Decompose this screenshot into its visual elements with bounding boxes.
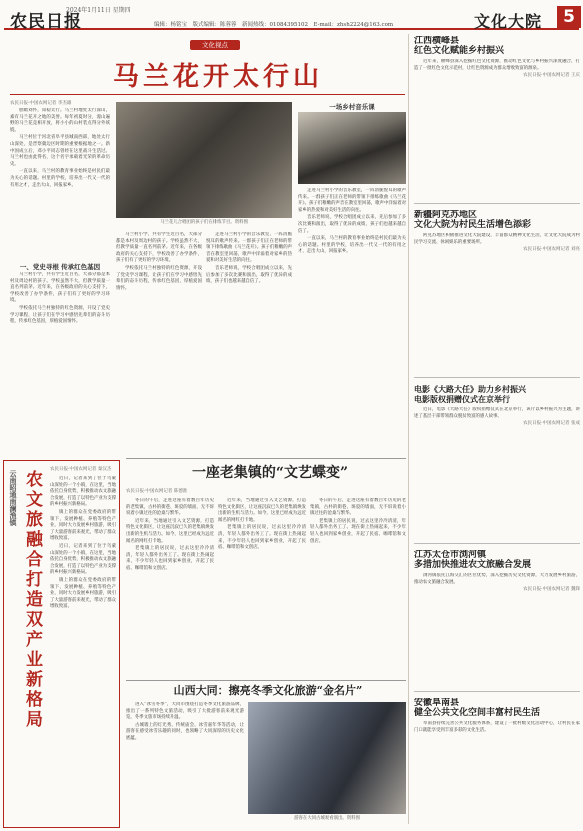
right-article-body: [414, 721, 580, 807]
top-body-left: [10, 108, 110, 258]
paragraph: 近日，电影《大路大任》版权捐赠仪式在北京举行，该片以乡村振兴为主题，讲述了基层干部带领群众脱贫致富的感人故事。: [414, 407, 580, 419]
top-body-right: [298, 188, 406, 452]
side-body: [50, 476, 116, 824]
right-article: [414, 550, 580, 692]
right-article-headline: 安徽阜南县 健全公共文化空间丰富村民生活: [414, 698, 541, 718]
mid-body-1: [126, 498, 214, 676]
bottom-headline: 山西大同：擦亮冬季文化旅游“金名片”: [173, 684, 363, 697]
top-body-center-2: [206, 232, 292, 452]
right-article-headline: 新疆阿克苏地区 文化大院为村民生活增色添彩: [414, 210, 532, 230]
right-article-body: [414, 59, 580, 189]
column-divider: [408, 34, 409, 824]
right-article-body: [414, 407, 580, 527]
page-credits: 编辑：杨铭宝 版式编辑：陈蓉蓉 新闻热线：01084395102 E-mail：zhsh2224@163.com: [154, 22, 394, 28]
paragraph: 学校依托马兰村独特的红色资源，开设了党史学习课程，让孩子们在学习中感悟先辈们的奋斗历程，传承红色基因，厚植爱国情怀。: [116, 265, 202, 291]
right-article-byline: 农民日报·中国农网记者 王庆: [523, 73, 580, 79]
paragraph: 一直以来，马兰村的教育事业始终是村民们最为关心的话题。村里的学校，培养出一代又一代的有用之才，走出大山，回报家乡。: [298, 236, 406, 255]
newspaper-logo: 农民日报: [10, 12, 82, 32]
sub-headline: 一、党史寻根 传承红色基因: [19, 263, 101, 271]
top-body-center: [116, 232, 202, 452]
right-article-body: [414, 233, 580, 363]
section-rule: [126, 680, 406, 681]
top-body-left-2: [10, 272, 110, 452]
paragraph: 学校依托马兰村独特的红色资源，开设了党史学习课程，让孩子们在学习中感悟先辈们的奋斗历程，传承红色基因，厚植爱国情怀。: [10, 305, 110, 325]
paragraph: 进入“冰雪冬季”，大同市围绕打造冬季文化旅游品牌，推出了一系列特色文旅活动，吸引了大批游客前来观光游览，冬季文旅市场持续升温。: [126, 702, 244, 721]
paragraph: 老集镇上的居民说，过去这里冷冷清清，年轻人都外出务工了。现在街上热闹起来，不少年轻人也回到家乡创业，开起了民宿、咖啡馆和文创店。: [126, 546, 214, 571]
mid-headline: 一座老集镇的“文艺蝶变”: [191, 465, 349, 481]
paragraph: 镇上的群众在党委政府的带领下，发展种植、养殖等特色产业，同时大力发展乡村旅游，吸引了大量游客前来观光，带动了群众增收致富。: [50, 509, 116, 542]
right-article-body: [414, 573, 580, 673]
paragraph: 近日，记者来到了位于乌蒙山深处的一个小镇，在这里，当地依托自身优势，积极推动农文旅融合发展，打造了以特色产业为支撑的乡村振兴新格局。: [50, 476, 116, 508]
paragraph: 冬日的午后，走进这座有着数百年历史的老集镇，古朴的街巷、斑驳的墙面，无不诉说着小镇过往的沧桑与繁华。: [310, 498, 406, 517]
section-ribbon: 文化视点: [190, 40, 240, 50]
right-article-headline: 电影《大路大任》助力乡村振兴 电影版权捐赠仪式在京举行: [414, 384, 526, 404]
paragraph: 近年来，当地通过引入文艺资源，打造特色文化街区，让这座沉寂已久的老集镇焕发出新的生机与活力。如今，这里已经成为远近闻名的网红打卡地。: [218, 498, 306, 523]
bottom-body: [126, 702, 244, 824]
top-headline: 马兰花开太行山: [112, 62, 323, 92]
sub-headline: 一场乡村音乐课: [329, 103, 375, 111]
issue-date: 2024年1月11日 星期四: [66, 7, 131, 14]
paragraph: 走进马兰村小学的音乐教室，一阵清脆悦耳的歌声传来。一群孩子们正在老师的带领下排练歌曲《马兰花开》。孩子们稚嫩的声音在教室里回荡，歌声中洋溢着对家乡的热爱和对美好生活的向往。: [298, 188, 406, 213]
side-kicker: 云南昭通南澜渔镇: [9, 470, 18, 526]
photo-caption: 马兰花儿合唱团的孩子们在排练节目。资料图: [160, 220, 248, 225]
right-article-headline: 江苏太仓市浏河镇 多措加快推进农文旅融合发展: [414, 550, 532, 570]
masthead: [4, 4, 579, 30]
paragraph: 阿克苏地区积极推进文化大院建设，丰富群众精神文化生活，让文化大院成为村民学习交流、休闲娱乐的重要场所。: [414, 233, 580, 245]
paragraph: 阜南县持续完善公共文化服务体系，建设了一批村级文化活动中心，让村民在家门口就能享受到丰富多彩的文化生活。: [414, 721, 580, 733]
right-column: [414, 36, 580, 816]
right-article-byline: 农民日报·中国农网记者 张成: [523, 421, 580, 427]
right-article-headline: 江西横峰县 红色文化赋能乡村振兴: [414, 36, 505, 56]
right-article: [414, 384, 580, 544]
paragraph: 马兰村小学，共有学生近百名，大部分都是本村及周边村的孩子。学校虽然不大，但教学质量一直名列前茅。近年来，在各级政府的关心支持下，学校改善了办学条件，孩子们有了更好的学习环境。: [10, 272, 110, 304]
page-number: 5: [557, 6, 581, 28]
paragraph: 走进马兰村小学的音乐教室，一阵清脆悦耳的歌声传来。一群孩子们正在老师的带领下排练歌曲《马兰花开》。孩子们稚嫩的声音在教室里回荡，歌声中洋溢着对家乡的热爱和对美好生活的向往。: [206, 232, 292, 264]
paragraph: 近年来，当地通过引入文艺资源，打造特色文化街区，让这座沉寂已久的老集镇焕发出新的生机与活力。如今，这里已经成为远近闻名的网红打卡地。: [126, 518, 214, 544]
mid-body-3: [310, 498, 406, 676]
mid-body-2: [218, 498, 306, 676]
right-article: [414, 36, 580, 204]
datong-photo: [248, 702, 406, 814]
headline-rule: [10, 94, 405, 95]
top-byline: 农民日报·中国农网记者 李杰雄: [10, 101, 72, 106]
paragraph: 胆瞻刘怀，知稳太行。马兰村地处太行深山，素有马兰花开之地的美誉。每年初夏时分，漫山遍野的马兰花竞相开放，将小小的山村装点得分外妖娆。: [10, 108, 110, 133]
paragraph: 马兰村小学，共有学生近百名，大部分都是本村及周边村的孩子。学校虽然不大，但教学质量一直名列前茅。近年来，在各级政府的关心支持下，学校改善了办学条件，孩子们有了更好的学习环境。: [116, 232, 202, 264]
mid-byline: 农民日报·中国农网记者 陈德淮: [126, 489, 188, 494]
right-article-byline: 农民日报·中国农网记者 魏锋: [523, 587, 580, 593]
paragraph: 马兰村位于河北省阜平县城南西部，地处太行山深处，是晋察冀边区时期的重要根据地之一。新中国成立后，邓小平同志曾经在这里战斗生活过。马兰村也由此得名，这个名字承载着光荣的革命历史。: [10, 135, 110, 167]
side-byline: 农民日报·中国农网记者 秦汉杰: [50, 467, 112, 472]
paragraph: 近日，记者来到了位于乌蒙山深处的一个小镇，在这里，当地依托自身优势，积极推动农文旅融合发展，打造了以特色产业为支撑的乡村振兴新格局。: [50, 543, 116, 576]
paragraph: 音乐老师说，学校合唱团成立以来，先后参加了多次比赛和演出，取得了优异的成绩，孩子们也越来越自信了。: [298, 215, 406, 234]
photo-caption: 游客在大同古城观看演出。资料图: [294, 816, 360, 821]
music-class-photo: [298, 112, 406, 184]
side-headline: 农文旅融合打造双产业新格局: [22, 470, 42, 730]
paragraph: 老集镇上的居民说，过去这里冷冷清清，年轻人都外出务工了。现在街上热闹起来，不少年轻人也回到家乡创业，开起了民宿、咖啡馆和文创店。: [218, 525, 306, 551]
section-name: 文化大院: [474, 12, 543, 31]
paragraph: 老集镇上的居民说，过去这里冷冷清清，年轻人都外出务工了。现在街上热闹起来，不少年轻人也回到家乡创业，开起了民宿、咖啡馆和文创店。: [310, 518, 406, 544]
choir-photo: [116, 102, 292, 218]
section-rule: [126, 458, 406, 459]
paragraph: 一直以来，马兰村的教育事业始终是村民们最为关心的话题。村里的学校，培养出一代又一代的有用之才，走出大山，回报家乡。: [10, 169, 110, 188]
right-article: [414, 698, 580, 816]
right-article-byline: 农民日报·中国农网记者 刘亮: [523, 247, 580, 253]
paragraph: 浏河镇依托江海交汇的区位优势，深入挖掘历史文化资源，大力发展乡村旅游，推动农文旅融合发展。: [414, 573, 580, 585]
paragraph: 冬日的午后，走进这座有着数百年历史的老集镇，古朴的街巷、斑驳的墙面，无不诉说着小镇过往的沧桑与繁华。: [126, 498, 214, 517]
paragraph: 古城墙上的灯光秀、传统庙会、冰雪嘉年华等活动，让游客在感受冰雪乐趣的同时，也领略了大同深厚的历史文化底蕴。: [126, 722, 244, 741]
paragraph: 近年来，横峰县深入挖掘红色文化资源，推动红色文化与乡村振兴深度融合，打造了一批红色文化示范村，让红色资源成为群众增收致富的源泉。: [414, 59, 580, 71]
paragraph: 镇上的群众在党委政府的带领下，发展种植、养殖等特色产业，同时大力发展乡村旅游，吸引了大量游客前来观光，带动了群众增收致富。: [50, 577, 116, 610]
paragraph: 音乐老师说，学校合唱团成立以来，先后参加了多次比赛和演出，取得了优异的成绩，孩子们也越来越自信了。: [206, 265, 292, 285]
right-article: [414, 210, 580, 378]
